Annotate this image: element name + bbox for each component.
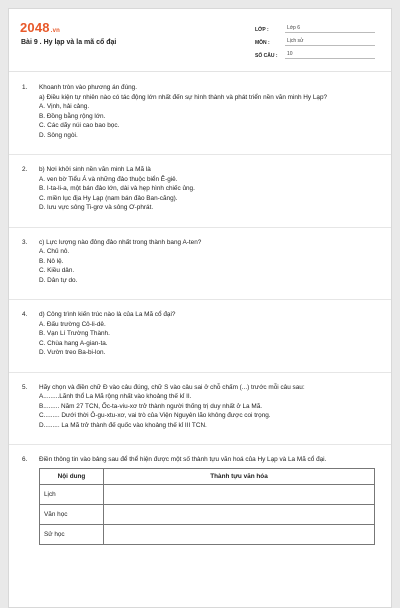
answer-option[interactable]: B. Vạn Lí Trường Thành.: [39, 330, 110, 337]
answer-option[interactable]: D. Sông ngòi.: [39, 131, 78, 139]
row-label: Văn học: [40, 505, 104, 525]
worksheet-header: [9, 9, 391, 67]
fill-in-statement[interactable]: B......... Năm 27 TCN, Ốc-ta-viu-xơ trở thành người thống trị duy nhất ở La Mã.: [39, 402, 263, 410]
answer-option[interactable]: B. I-ta-li-a, một bán đảo lớn, dài và hẹp hình chiếc ủng.: [39, 185, 195, 192]
answer-option[interactable]: A. ven bờ Tiểu Á và những đảo thuộc biển Ê-giê.: [39, 175, 178, 183]
meta-value: Lớp 6: [285, 25, 375, 33]
question-number: 5.: [22, 383, 28, 391]
logo-suffix: .vn: [50, 28, 61, 34]
table-row: [40, 525, 375, 545]
column-header: Thành tựu văn hóa: [104, 468, 375, 485]
answer-option[interactable]: C. Kiều dân.: [39, 267, 75, 274]
answer-option[interactable]: A. Đấu trường Cô-li-dê.: [39, 320, 106, 328]
row-label: Lịch: [40, 485, 104, 505]
answer-cell[interactable]: [104, 525, 375, 545]
question-separator: [9, 444, 391, 445]
meta-row-subject: [255, 34, 375, 46]
question-separator: [9, 227, 391, 228]
page-title: Bài 9 . Hy lạp và la mã cổ đại: [21, 39, 117, 46]
meta-value: 10: [285, 51, 375, 59]
question-1: [9, 83, 391, 140]
answer-cell[interactable]: [104, 485, 375, 505]
question-2: [9, 165, 391, 213]
header-divider: [9, 71, 391, 72]
question-5: [9, 383, 391, 431]
meta-row-count: [255, 47, 375, 59]
question-separator: [9, 299, 391, 300]
questions-content: [9, 83, 391, 559]
question-number: 4.: [22, 311, 28, 318]
answer-option[interactable]: B. Đồng bằng rộng lớn.: [39, 112, 106, 120]
meta-label: SỐ CÂU :: [255, 53, 278, 59]
question-number: 6.: [22, 456, 28, 463]
fill-in-statement[interactable]: C......... Dưới thời Ô-gu-xtu-xơ, vai trò của Viện Nguyên lão không được coi trọng.: [39, 412, 271, 419]
answer-option[interactable]: C. Chùa hang A-gian-ta.: [39, 339, 108, 347]
question-4: [9, 310, 391, 358]
meta-row-class: [255, 21, 375, 33]
question-number: 2.: [22, 166, 28, 173]
answer-option[interactable]: D. Vườn treo Ba-bi-lon.: [39, 349, 106, 356]
question-number: 3.: [22, 238, 28, 246]
table-row: [40, 485, 375, 505]
brand-logo: [20, 20, 60, 35]
answer-cell[interactable]: [104, 505, 375, 525]
question-text: b) Nơi khởi sinh nền văn minh La Mã là: [39, 166, 151, 173]
answer-option[interactable]: A. Vịnh, hải cảng.: [39, 103, 90, 110]
answer-option[interactable]: D. lưu vực sông Ti-grơ và sông Ơ-phrát.: [39, 204, 154, 211]
question-text: d) Công trình kiến trúc nào là của La Mã cổ đại?: [39, 311, 176, 318]
question-6: [9, 455, 391, 545]
question-3: [9, 238, 391, 286]
meta-block: [255, 21, 375, 60]
question-text: a) Điều kiện tự nhiên nào có tác động lớn nhất đến sự hình thành và phát triển nền văn minh Hy Lạp?: [39, 93, 328, 101]
question-text: Điền thông tin vào bảng sau để thể hiện được một số thành tựu văn hoá của Hy Lạp và La Mã cổ đại.: [39, 456, 327, 463]
question-separator: [9, 372, 391, 373]
answer-option[interactable]: C. miền lục địa Hy Lạp (nam bán đảo Ban-căng).: [39, 194, 178, 202]
question-separator: [9, 154, 391, 155]
meta-label: LỚP :: [255, 27, 269, 33]
culture-table: [39, 468, 375, 546]
answer-option[interactable]: C. Các dãy núi cao bao bọc.: [39, 122, 120, 129]
table-row: [40, 505, 375, 525]
fill-in-statement[interactable]: A.........Lãnh thổ La Mã rộng nhất vào khoảng thế kỉ II.: [39, 393, 192, 400]
question-text: c) Lực lượng nào đông đảo nhất trong thành bang A-ten?: [39, 238, 202, 246]
question-number: 1.: [22, 84, 28, 91]
worksheet-page: [8, 8, 392, 608]
logo-text: 2048: [20, 20, 50, 35]
question-text: Khoanh tròn vào phương án đúng.: [39, 84, 138, 91]
meta-label: MÔN :: [255, 40, 270, 46]
column-header: Nội dung: [40, 468, 104, 485]
answer-option[interactable]: A. Chủ nô.: [39, 248, 70, 255]
fill-in-statement[interactable]: D......... La Mã trở thành đế quốc vào khoảng thế kỉ III TCN.: [39, 421, 207, 429]
row-label: Sử học: [40, 525, 104, 545]
question-text: Hãy chọn và điền chữ Đ vào câu đúng, chữ S vào câu sai ở chỗ chấm (...) trước mỗi câu sau:: [39, 383, 305, 391]
answer-option[interactable]: B. Nô lệ.: [39, 257, 64, 265]
answer-option[interactable]: D. Dân tự do.: [39, 276, 78, 284]
meta-value: Lịch sử: [285, 38, 375, 46]
table-header-row: [40, 468, 375, 485]
